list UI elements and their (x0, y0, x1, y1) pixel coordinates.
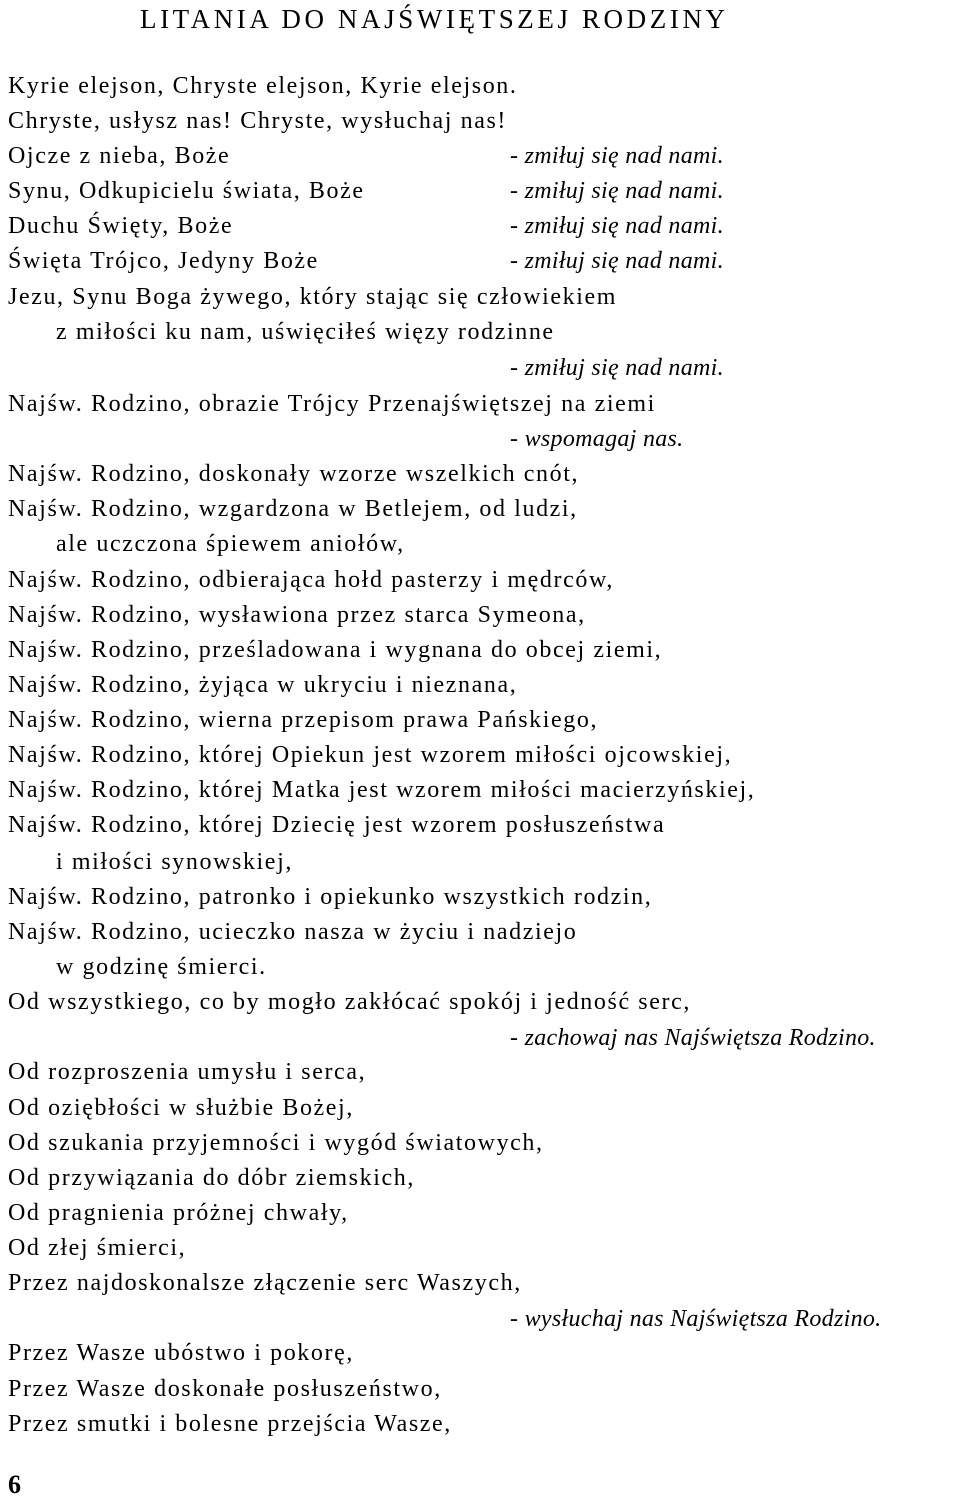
invocation-line: Najśw. Rodzino, żyjąca w ukryciu i nieznana, (8, 672, 518, 698)
invocation-line: Od pragnienia próżnej chwały, (8, 1200, 349, 1226)
invocation-line: Najśw. Rodzino, ucieczko nasza w życiu i nadziejo (8, 919, 578, 945)
invocation-line: Najśw. Rodzino, której Opiekun jest wzorem miłości ojcowskiej, (8, 742, 733, 768)
invocation-line: Najśw. Rodzino, której Dziecię jest wzorem posłuszeństwa (8, 812, 666, 838)
invocation-line: Od przywiązania do dóbr ziemskich, (8, 1165, 415, 1191)
response-line: - wysłuchaj nas Najświętsza Rodzino. (510, 1306, 882, 1332)
invocation-line: Od oziębłości w służbie Bożej, (8, 1095, 354, 1121)
invocation-line: Najśw. Rodzino, której Matka jest wzorem miłości macierzyńskiej, (8, 777, 756, 803)
invocation-line: Najśw. Rodzino, prześladowana i wygnana do obcej ziemi, (8, 637, 663, 663)
text-line: Chryste, usłysz nas! Chryste, wysłuchaj nas! (8, 108, 508, 134)
invocation-line: Przez Wasze ubóstwo i pokorę, (8, 1340, 354, 1366)
invocation-line: Przez smutki i bolesne przejścia Wasze, (8, 1411, 452, 1437)
response-line: - zmiłuj się nad nami. (510, 355, 724, 381)
invocation-line: Najśw. Rodzino, doskonały wzorze wszelkich cnót, (8, 461, 580, 487)
response-line: - zmiłuj się nad nami. (510, 248, 724, 274)
invocation-line: Najśw. Rodzino, obrazie Trójcy Przenajświętszej na ziemi (8, 391, 656, 417)
invocation-line: Ojcze z nieba, Boże (8, 143, 231, 169)
text-line: Kyrie elejson, Chryste elejson, Kyrie elejson. (8, 73, 518, 99)
invocation-line: Od wszystkiego, co by mogło zakłócać spokój i jedność serc, (8, 989, 691, 1015)
page-number: 6 (8, 1470, 21, 1499)
invocation-line: Przez Wasze doskonałe posłuszeństwo, (8, 1376, 442, 1402)
invocation-line: Jezu, Synu Boga żywego, który stając się człowiekiem (8, 284, 618, 310)
invocation-continuation: ale uczczona śpiewem aniołów, (56, 531, 405, 557)
invocation-line: Od szukania przyjemności i wygód światowych, (8, 1130, 544, 1156)
invocation-line: Synu, Odkupicielu świata, Boże (8, 178, 365, 204)
litany-title: LITANIA DO NAJŚWIĘTSZEJ RODZINY (140, 4, 729, 34)
invocation-line: Od rozproszenia umysłu i serca, (8, 1059, 367, 1085)
response-line: - zmiłuj się nad nami. (510, 178, 724, 204)
invocation-line: Najśw. Rodzino, wzgardzona w Betlejem, od ludzi, (8, 496, 578, 522)
response-line: - zmiłuj się nad nami. (510, 143, 724, 169)
invocation-line: Duchu Święty, Boże (8, 213, 234, 239)
response-line: - wspomagaj nas. (510, 426, 684, 452)
invocation-line: Najśw. Rodzino, odbierająca hołd pasterzy i mędrców, (8, 567, 614, 593)
invocation-line: Najśw. Rodzino, wysławiona przez starca Symeona, (8, 602, 586, 628)
response-line: - zachowaj nas Najświętsza Rodzino. (510, 1025, 876, 1051)
invocation-line: Od złej śmierci, (8, 1235, 187, 1261)
invocation-continuation: i miłości synowskiej, (56, 849, 293, 875)
invocation-line: Najśw. Rodzino, patronko i opiekunko wszystkich rodzin, (8, 884, 653, 910)
response-line: - zmiłuj się nad nami. (510, 213, 724, 239)
invocation-continuation: z miłości ku nam, uświęciłeś więzy rodzinne (56, 319, 555, 345)
invocation-line: Przez najdoskonalsze złączenie serc Waszych, (8, 1270, 522, 1296)
invocation-line: Najśw. Rodzino, wierna przepisom prawa Pańskiego, (8, 707, 599, 733)
invocation-line: Święta Trójco, Jedyny Boże (8, 248, 319, 274)
invocation-continuation: w godzinę śmierci. (56, 954, 267, 980)
